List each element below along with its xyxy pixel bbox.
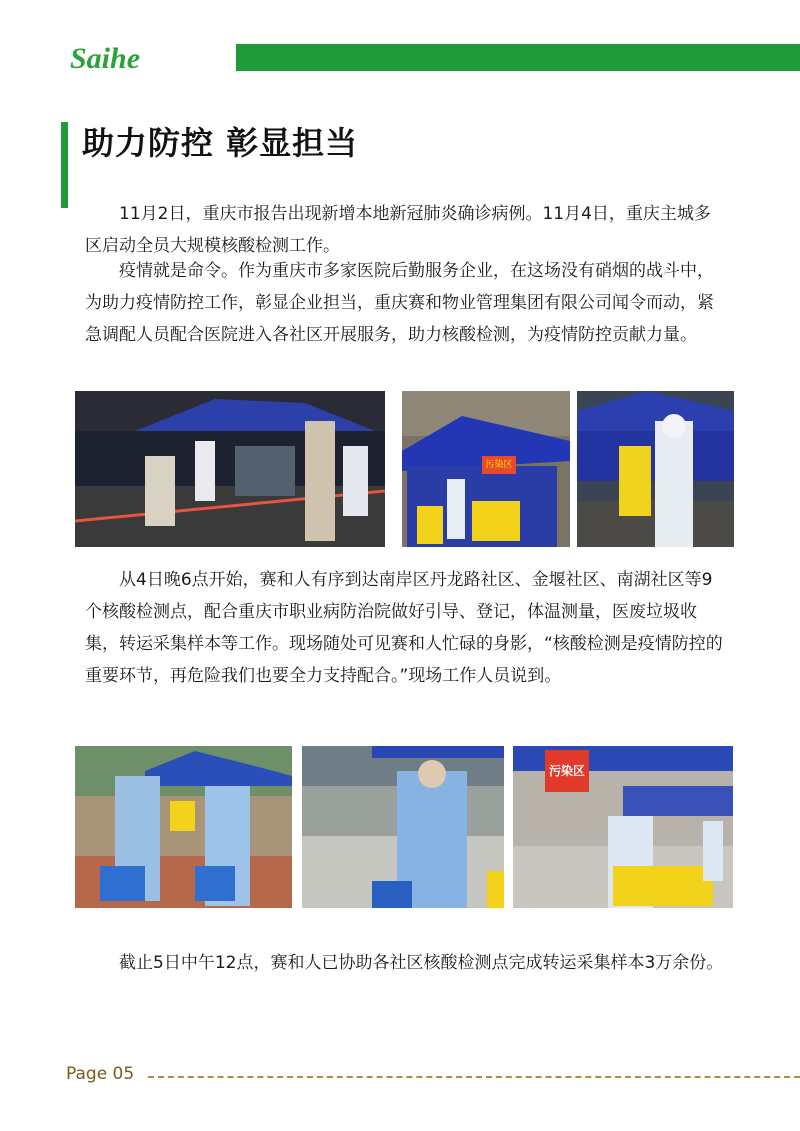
photo-contaminated-zone-tent — [402, 391, 570, 547]
photo-workers-carrying-boxes — [75, 746, 292, 908]
article-title: 助力防控 彰显担当 — [82, 124, 359, 162]
header-green-bar — [236, 44, 800, 71]
contaminated-zone-sign: 污染区 — [485, 460, 513, 470]
paragraph-3: 从4日晚6点开始，赛和人有序到达南岸区丹龙路社区、金堰社区、南湖社区等9个核酸检测点，配合重庆市职业病防治院做好引导、登记，体温测量，医废垃圾收集，转运采集样本等工作。现场随处可见赛和人忙碌的身影，“核酸检测是疫情防控的重要环节，再危险我们也要全力支持配合。”现场工作人员说到。 — [85, 570, 723, 686]
saihe-logo: Saihe — [70, 42, 141, 75]
title-accent-bar — [61, 122, 68, 208]
footer-dashed-line — [148, 1076, 800, 1078]
photo-worker-with-bin — [577, 391, 734, 547]
photo-night-testing-site — [75, 391, 385, 547]
paragraph-1: 11月2日，重庆市报告出现新增本地新冠肺炎确诊病例。11月4日，重庆主城多区启动全员大规模核酸检测工作。 — [85, 204, 711, 256]
photo-contaminated-zone-waste — [513, 746, 733, 908]
page-number: Page 05 — [66, 1064, 135, 1084]
contaminated-zone-sign: 污染区 — [548, 764, 585, 778]
paragraph-4: 截止5日中午12点，赛和人已协助各社区核酸检测点完成转运采集样本3万余份。 — [119, 953, 724, 973]
photo-worker-with-cooler — [302, 746, 504, 908]
paragraph-2: 疫情就是命令。作为重庆市多家医院后勤服务企业，在这场没有硝烟的战斗中，为助力疫情防控工作，彰显企业担当，重庆赛和物业管理集团有限公司闻令而动，紧急调配人员配合医院进入各社区开展服务，助力核酸检测，为疫情防控贡献力量。 — [85, 261, 714, 345]
